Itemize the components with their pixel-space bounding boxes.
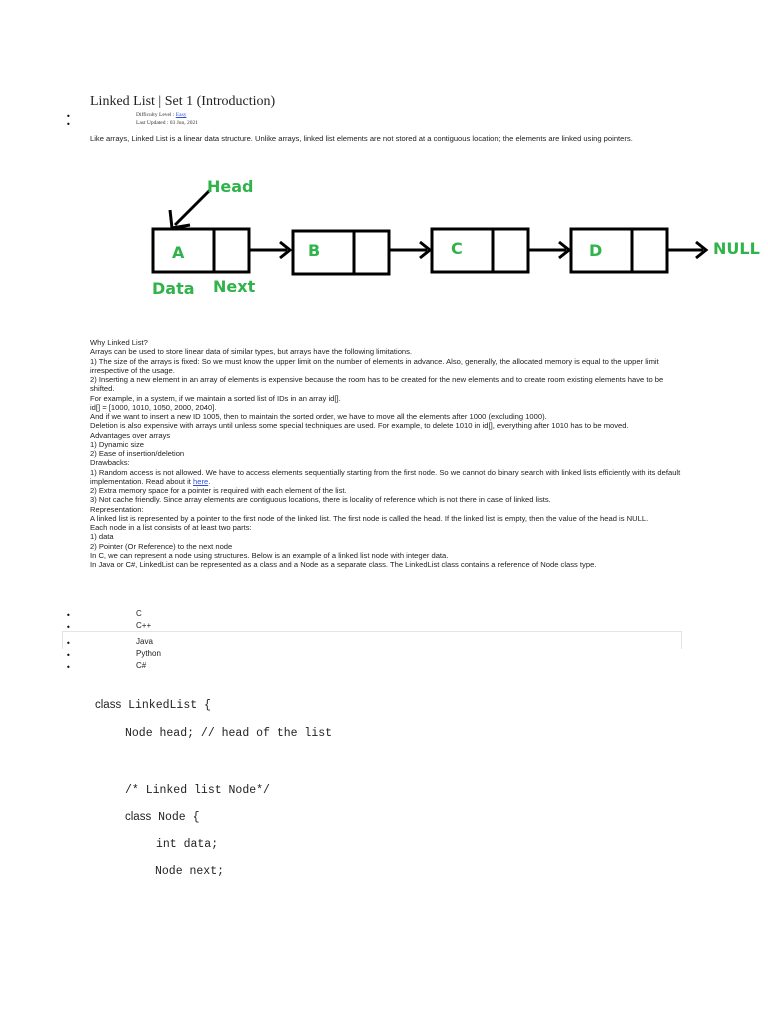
body-line: Drawbacks: bbox=[90, 458, 130, 468]
node-d-label: D bbox=[589, 241, 603, 260]
bullet-icon: • bbox=[66, 651, 71, 660]
bullet-icon: • bbox=[66, 623, 71, 632]
code-line bbox=[95, 699, 211, 712]
body-line: And if we want to insert a new ID 1005, then to maintain the sorted order, we have to move all the elements after 1000 (excluding 1000). bbox=[90, 412, 547, 421]
code-keyword: class bbox=[95, 699, 122, 711]
body-line bbox=[90, 468, 682, 487]
code-text: LinkedList { bbox=[121, 699, 211, 712]
body-line: 2) Pointer (Or Reference) to the next node bbox=[90, 541, 233, 551]
node-b-label: B bbox=[308, 241, 321, 260]
bullet-icon: • bbox=[66, 120, 71, 129]
body-line: 2) Extra memory space for a pointer is required with each element of the list. bbox=[90, 486, 347, 495]
body-line: For example, in a system, if we maintain a sorted list of IDs in an array id[]. bbox=[90, 393, 341, 403]
tab-c[interactable]: C bbox=[136, 609, 142, 618]
code-tab-panel bbox=[62, 631, 682, 649]
page-title: Linked List | Set 1 (Introduction) bbox=[90, 94, 276, 109]
body-line: 1) data bbox=[90, 532, 114, 542]
node-a-box bbox=[153, 229, 249, 272]
body-line: id[] = [1000, 1010, 1050, 2000, 2040]. bbox=[90, 402, 217, 412]
here-link[interactable]: here bbox=[193, 476, 209, 486]
body-line: 2) Ease of insertion/deletion bbox=[90, 449, 185, 458]
data-label: Data bbox=[152, 279, 195, 298]
code-line: /* Linked list Node*/ bbox=[125, 784, 270, 797]
body-line: Deletion is also expensive with arrays until unless some special techniques are used. For example, to delete 1010 in id[], everything after 1010 has to be moved. bbox=[90, 421, 629, 431]
code-text: Node { bbox=[151, 811, 200, 824]
body-line: 2) Inserting a new element in an array of elements is expensive because the room has to be created for the new elements and to create room existing elements have to be shifted. bbox=[90, 375, 664, 394]
body-line: 1) The size of the arrays is fixed: So we must know the upper limit on the number of elements in advance. Also, generally, the allocated memory is equal to the upper limit irrespective of the usage. bbox=[90, 356, 659, 375]
body-line: Arrays can be used to store linear data of similar types, but arrays have the following limitations. bbox=[90, 347, 413, 357]
code-line: int data; bbox=[156, 838, 219, 851]
head-arrow-line bbox=[175, 190, 210, 225]
difficulty-level bbox=[136, 112, 186, 119]
tab-csharp[interactable]: C# bbox=[136, 661, 147, 670]
code-keyword: class bbox=[125, 811, 152, 823]
body-line: A linked list is represented by a pointer to the first node of the linked list. The first node is called the head. If the linked list is empty, then the value of the head is NULL. bbox=[90, 513, 649, 523]
node-c-box bbox=[432, 229, 528, 272]
body-line: Each node in a list consists of at least two parts: bbox=[90, 523, 252, 532]
body-line: Why Linked List? bbox=[90, 338, 148, 347]
bullet-icon: • bbox=[66, 663, 71, 672]
linked-list-diagram bbox=[140, 170, 768, 305]
body-line: Advantages over arrays bbox=[90, 430, 171, 440]
body-line: 3) Not cache friendly. Since array elements are contiguous locations, there is locality of reference which is not there in case of linked lists. bbox=[90, 495, 551, 505]
next-label: Next bbox=[213, 277, 256, 296]
node-c-label: C bbox=[451, 239, 463, 258]
bullet-icon: • bbox=[66, 639, 71, 648]
body-text: . bbox=[208, 476, 211, 486]
body-line: In Java or C#, LinkedList can be represented as a class and a Node as a separate class. The LinkedList class contains a reference of Node class type. bbox=[90, 560, 597, 569]
tab-cpp[interactable]: C++ bbox=[136, 621, 152, 630]
difficulty-link[interactable]: Easy bbox=[175, 112, 187, 118]
intro-paragraph: Like arrays, Linked List is a linear data structure. Unlike arrays, linked list elements are not stored at a contiguous location; the elements are linked using pointers. bbox=[90, 134, 633, 143]
body-text: 1) Random access is not allowed. We have to access elements sequentially starting from the first node. So we cannot do binary search with linked lists efficiently with its default implementation. Read about it bbox=[90, 467, 681, 486]
code-line: Node next; bbox=[155, 865, 225, 878]
bullet-icon: • bbox=[66, 112, 71, 121]
body-line: In C, we can represent a node using structures. Below is an example of a linked list node with integer data. bbox=[90, 550, 449, 560]
tab-python[interactable]: Python bbox=[136, 649, 161, 658]
node-a-label: A bbox=[172, 243, 185, 262]
head-label: Head bbox=[207, 177, 254, 196]
tab-java[interactable]: Java bbox=[136, 637, 153, 646]
body-line: Representation: bbox=[90, 504, 144, 514]
last-updated: Last Updated : 03 Jun, 2021 bbox=[136, 120, 199, 126]
article-body bbox=[90, 338, 682, 569]
null-label: NULL bbox=[713, 239, 760, 258]
node-d-box bbox=[571, 229, 667, 272]
body-line: 1) Dynamic size bbox=[90, 439, 145, 449]
code-line: Node head; // head of the list bbox=[125, 727, 333, 740]
bullet-icon: • bbox=[66, 611, 71, 620]
difficulty-label: Difficulty Level : bbox=[136, 112, 176, 118]
code-line bbox=[125, 811, 200, 824]
